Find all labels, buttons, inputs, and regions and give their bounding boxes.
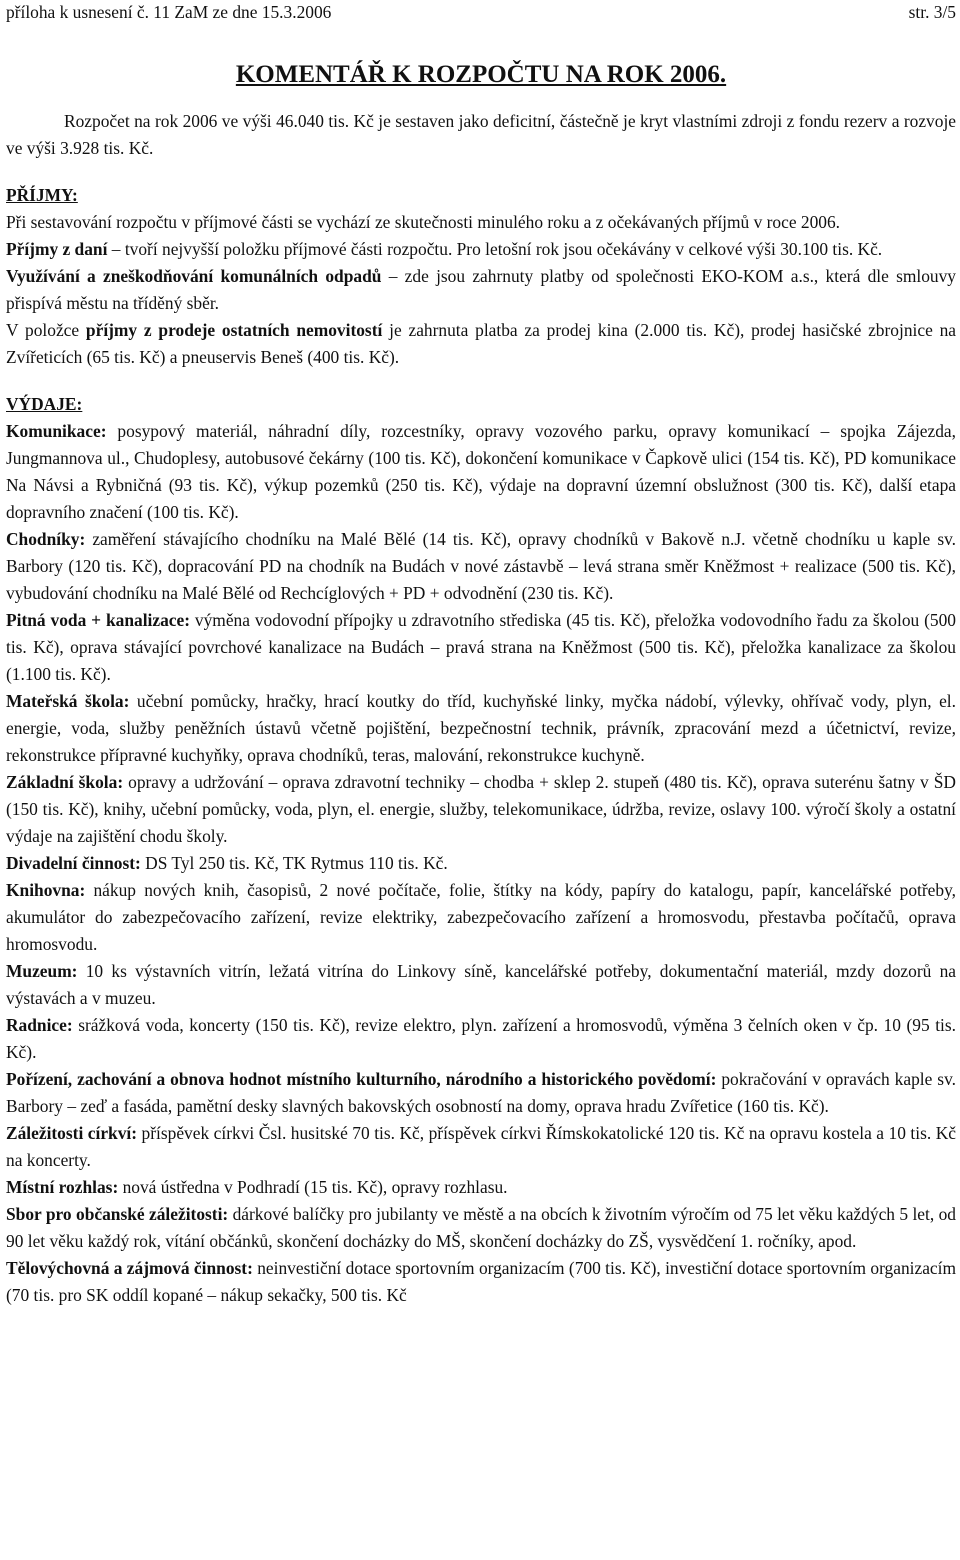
expense-item-text: 10 ks výstavních vitrín, ležatá vitrína do Linkovy síně, kancelářské potřeby, dokumentační materiál, mzdy dozorů na výstavách a v muzeu. xyxy=(6,961,956,1008)
expense-item xyxy=(6,1012,956,1066)
expense-item xyxy=(6,607,956,688)
expense-item-label: Záležitosti církví: xyxy=(6,1123,138,1143)
expense-item xyxy=(6,1255,956,1309)
resolution-reference: příloha k usnesení č. 11 ZaM ze dne 15.3.2006 xyxy=(6,2,332,22)
expense-item xyxy=(6,1201,956,1255)
income-paragraph-1: Při sestavování rozpočtu v příjmové části se vychází ze skutečnosti minulého roku a z očekávaných příjmů v roce 2006. xyxy=(6,212,841,232)
waste-text: – zde jsou zahrnuty platby od společnosti EKO-KOM a.s., která dle smlouvy přispívá městu na tříděný sběr. xyxy=(6,266,957,313)
expense-item-label: Knihovna: xyxy=(6,880,86,900)
expense-item-label: Sbor pro občanské záležitosti: xyxy=(6,1204,229,1224)
income-paragraph-property xyxy=(6,317,956,371)
income-paragraph-waste xyxy=(6,263,956,317)
expense-item xyxy=(6,877,956,958)
expense-item-text: dárkové balíčky pro jubilanty ve městě a na obcích k životním výročím od 75 let věku každých 5 let, od 90 let věku každý rok, vítání občánků, skončení docházky do MŠ, skončení docházky do ZŠ, vysvědčení 1. ročníky, apod. xyxy=(6,1204,956,1251)
income-heading: PŘÍJMY: xyxy=(6,185,78,205)
taxes-text: – tvoří nejvyšší položku příjmové části rozpočtu. Pro letošní rok jsou očekávány v celkové výši 30.100 tis. Kč. xyxy=(107,239,883,259)
expense-item-text: neinvestiční dotace sportovním organizacím (700 tis. Kč), investiční dotace sportovním organizacím (70 tis. pro SK oddíl kopané – nákup sekačky, 500 tis. Kč xyxy=(6,1258,956,1305)
expense-item-text: DS Tyl 250 tis. Kč, TK Rytmus 110 tis. Kč. xyxy=(140,853,448,873)
expense-item xyxy=(6,850,956,877)
property-text: je zahrnuta platba za prodej kina (2.000 tis. Kč), prodej hasičské zbrojnice na Zvířeticích (65 tis. Kč) a pneuservis Beneš (400 tis. Kč). xyxy=(6,320,956,367)
taxes-label: Příjmy z daní xyxy=(6,239,108,259)
expense-section xyxy=(6,391,956,1309)
expense-item-text: nákup nových knih, časopisů, 2 nové počítače, folie, štítky na kódy, papíry do katalogu, papír, kancelářské potřeby, akumulátor do zabezpečovacího zařízení, revize elektriky, zabezpečovacího zařízení a hromosvodu, přestavba počítačů, oprava hromosvodu. xyxy=(6,880,956,954)
document-page xyxy=(6,0,956,1309)
expense-item-label: Mateřská škola: xyxy=(6,691,130,711)
expense-item-label: Radnice: xyxy=(6,1015,73,1035)
expense-item-label: Komunikace: xyxy=(6,421,107,441)
property-pre: V položce xyxy=(6,320,86,340)
intro-paragraph: Rozpočet na rok 2006 ve výši 46.040 tis. Kč je sestaven jako deficitní, částečně je kryt vlastními zdroji z fondu rezerv a rozvoje ve výši 3.928 tis. Kč. xyxy=(6,111,956,158)
income-section xyxy=(6,182,956,371)
income-paragraph-taxes xyxy=(6,236,956,263)
expense-item-label: Muzeum: xyxy=(6,961,78,981)
expense-item-label: Divadelní činnost: xyxy=(6,853,141,873)
property-label: příjmy z prodeje ostatních nemovitostí xyxy=(85,320,383,340)
expense-item xyxy=(6,688,956,769)
expense-item-label: Tělovýchovná a zájmová činnost: xyxy=(6,1258,253,1278)
expense-item-label: Základní škola: xyxy=(6,772,124,792)
expense-item xyxy=(6,1066,956,1120)
expense-item xyxy=(6,1174,956,1201)
expense-item-text: opravy a udržování – oprava zdravotní techniky – chodba + sklep 2. stupeň (480 tis. Kč), oprava suterénu šatny v ŠD (150 tis. Kč), knihy, učební pomůcky, voda, plyn, el. energie, služby, telekomunikace, údržba, revize, oslavy 100. výročí školy a ostatní výdaje na zajištění chodu školy. xyxy=(6,772,956,846)
expense-item-text: srážková voda, koncerty (150 tis. Kč), revize elektro, plyn. zařízení a hromosvodů, výměna 3 čelních oken v čp. 10 (95 tis. Kč). xyxy=(6,1015,956,1062)
expense-item-label: Pitná voda + kanalizace: xyxy=(6,610,191,630)
expense-item-text: pokračování v opravách kaple sv. Barbory – zeď a fasáda, pamětní desky slavných bakovských osobností na domy, oprava hradu Zvířetice (160 tis. Kč). xyxy=(6,1069,956,1116)
expense-item xyxy=(6,958,956,1012)
expense-item-label: Pořízení, zachování a obnova hodnot místního kulturního, národního a historického povědomí: xyxy=(6,1069,717,1089)
page-header xyxy=(6,0,956,30)
expense-item-text: výměna vodovodní přípojky u zdravotního střediska (45 tis. Kč), přeložka vodovodního řadu za školou (500 tis. Kč), oprava stávající povrchové kanalizace na Budách – pravá strana na Kněžmost (500 tis. Kč), přeložka kanalizace za školou (1.100 tis. Kč). xyxy=(6,610,956,684)
expense-item-label: Chodníky: xyxy=(6,529,86,549)
expense-item-text: nová ústředna v Podhradí (15 tis. Kč), opravy rozhlasu. xyxy=(118,1177,508,1197)
expense-list xyxy=(6,418,956,1309)
expense-item-label: Místní rozhlas: xyxy=(6,1177,119,1197)
expense-item xyxy=(6,418,956,526)
waste-label: Využívání a zneškodňování komunálních odpadů xyxy=(6,266,382,286)
page-number: str. 3/5 xyxy=(908,2,956,22)
expense-item-text: posypový materiál, náhradní díly, rozcestníky, opravy vozového parku, opravy komunikací – spojka Zájezda, Jungmannova ul., Chudoplesy, autobusové čekárny (100 tis. Kč), dokončení komunikace v Čapkově ulici (154 tis. Kč), PD komunikace Na Návsi a Rybničná (93 tis. Kč), výkup pozemků (250 tis. Kč), výdaje na dopravní územní obslužnost (300 tis. Kč), další etapa dopravního značení (100 tis. Kč). xyxy=(6,421,956,522)
expense-item xyxy=(6,526,956,607)
expense-item-text: učební pomůcky, hračky, hrací koutky do tříd, kuchyňské linky, myčka nádobí, výlevky, ohřívač vody, plyn, el. energie, voda, služby peněžních ústavů včetně pojištění, bezpečnostní technik, právník, zpracování mezd a účetnictví, revize, rekonstrukce přípravné kuchyňky, oprava chodníků, teras, malování, rekonstrukce kuchyně. xyxy=(6,691,956,765)
expense-item xyxy=(6,769,956,850)
expense-item-text: zaměření stávajícího chodníku na Malé Bělé (14 tis. Kč), opravy chodníků v Bakově n.J. včetně chodníku u kaple sv. Barbory (120 tis. Kč), dopracování PD na chodník na Budách v nové zástavbě – levá strana směr Kněžmost + realizace (500 tis. Kč), vybudování chodníku na Malé Bělé od Rechcíglových + PD + odvodnění (230 tis. Kč). xyxy=(6,529,956,603)
expense-item-text: příspěvek církvi Čsl. husitské 70 tis. Kč, příspěvek církvi Římskokatolické 120 tis. Kč na opravu kostela a 10 tis. Kč na koncerty. xyxy=(6,1123,956,1170)
expense-heading: VÝDAJE: xyxy=(6,394,83,414)
document-title: KOMENTÁŘ K ROZPOČTU NA ROK 2006. xyxy=(235,61,727,88)
expense-item xyxy=(6,1120,956,1174)
